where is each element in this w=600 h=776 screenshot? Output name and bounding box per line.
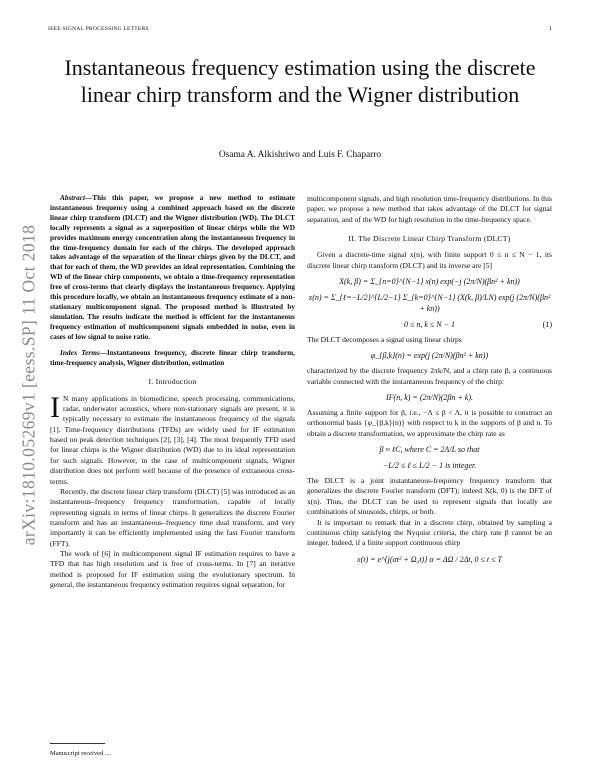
paper-title: Instantaneous frequency estimation using the discrete linear chirp transform and the Wigner distribution [64,55,536,107]
abstract-text: —This this paper, we propose a new method to estimate instantaneous frequency using a combined approach based on the discrete linear chirp transform (DLCT) and the Wigner distribution (WD). The DLCT locally represents a signal as a superposition of linear chirps while the WD provides maximum energy concentration along the instantaneous frequency in the time-frequency domain for each of the chirps. The developed approach takes advantage of the separation of the linear chirps given by the DLCT, and that for each of them, the WD provides an ideal representation. Combining the WD of the linear chirp components, we obtain a time-frequency representation free of cross-terms that clearly displays the instantaneous frequency. Applying this procedure locally, we obtain an instantaneous frequency estimate of a non-stationary multicomponent signal. The proposed method is illustrated by simulation. The results indicate the method is efficient for the instantaneous frequency estimation of multicomponent signals embedded in noise, even in cases of low signal to noise ratio. [50,194,295,341]
running-header: IEEE SIGNAL PROCESSING LETTERS [48,26,149,32]
equation-instantaneous-frequency: IF(n, k) = (2π/N)(2βn + k). [386,393,473,403]
index-terms-text: —Instantaneous frequency, discrete linear chirp transform, time-frequency analysis, Wigner distribution, estimation [50,348,295,367]
page-number: 1 [548,25,552,32]
equation-chirp-rate-approx: β ≈ ℓC, where C = 2Λ/L so that [379,445,480,455]
dlct-paragraph-4: Assuming a finite support for β, i.e., −Λ ≤ β < Λ, it is possible to construct an orthonormal basis {φ_{β,k}(n)} with respect to k in the supports of β and n. To obtain a discrete transformation, we approximate the chirp rate as [307,408,552,438]
footnote-rule [50,743,105,744]
dlct-paragraph-2: The DLCT decomposes a signal using linear chirps [307,335,462,345]
equation-continuous-chirp: x(t) = e^{j(αt² + Ω₀t)} α = ΔΩ / 2Δt, 0 ≤ t ≤ T [357,554,502,564]
intro-paragraph-3: The work of [6] in multicomponent signal IF estimation requires to have a TFD that has high resolution and is free of cross-terms. In [7] an iterative method is proposed for IF estimation using the evolutionary spectrum. In general, the instantaneous frequency estimation requires signal separation, for [50,548,295,589]
abstract-label: Abstract [60,194,85,202]
section-heading-introduction: I. Introduction [148,377,197,387]
drop-cap: I [50,390,60,424]
equation-1-range [307,319,552,330]
intro-paragraph-2: Recently, the discrete linear chirp transform (DLCT) [5] was introduced as an instantaneous–frequency frequency transformation, capable of locally representing signals in terms of linear chirps. It generalizes the discrete Fourier transform and has an instantaneous–frequency time dual transform, and very importantly it can be efficiently implemented using the fast Fourier transform (FFT). [50,486,295,548]
equation-number-1: (1) [542,320,552,330]
equation-dlct-forward: X(k, β) = Σ_{n=0}^{N−1} x(n) exp(−j (2π/N)(βn² + kn)) [339,277,520,287]
equation-ell-range: −L/2 ≤ ℓ ≤ L/2 − 1 is integer. [382,461,477,471]
intro-paragraph-1-text: N many applications in biomedicine, speech processing, communications, radar, underwater acoustics, where non-stationary signals are present, it is typically necessary to estimate the instantaneous frequency of the signals [1]. Time-frequency distributions (TFDs) are widely used for IF estimation based on peak detection techniques [2], [3], [4]. The most frequently TFD used for linear chirps is the Wigner distribution (WD) due to its ideal representation for such signals. However, in the case of multicomponent signals, Wigner distribution does not perform well because of the presence of extraneous cross-terms. [50,393,295,486]
abstract [50,194,295,343]
arxiv-stamp-text: arXiv:1810.05269v1 [eess.SP] 11 Oct 2018 [18,224,39,546]
section-heading-dlct: II. The Discrete Linear Chirp Transform (DLCT) [348,234,511,244]
equation-chirp-basis: φ_{β,k}(n) = exp(j (2π/N)(βn² + kn)) [370,351,489,361]
index-terms [50,349,295,369]
right-column [307,194,552,570]
authors: Osama A. Alkishriwo and Luis F. Chaparro [218,150,382,160]
equation-1-range-text: 0 ≤ n, k ≤ N − 1 [403,320,456,330]
dlct-paragraph-5: The DLCT is a joint instantaneous-frequency frequency transform that generalizes the discrete Fourier transform (DFT); indeed X(k, 0) is the DFT of x(n). Thus, the DLCT can be used to represent signals that locally are combinations of sinusoids, chirps, or both. [307,476,552,517]
footnote: Manuscript received .... [50,750,112,757]
left-column [50,194,295,590]
dlct-paragraph-6: It is important to remark that in a discrete chirp, obtained by sampling a continuous chirp satisfying the Nyquist criteria, the chirp rate β cannot be an integer. Indeed, if a finite support continuous chirp [307,517,552,548]
arxiv-stamp[interactable] [14,200,44,570]
index-terms-label: Index Terms [60,348,100,357]
dlct-paragraph-3: characterized by the discrete frequency 2πk/N, and a chirp rate β, a continuous variable connected with the instantaneous frequency of the chirp: [307,366,552,386]
right-paragraph-0: multicomponent signals, and high resolution time-frequency distributions. In this paper, we propose a new method that takes advantage of the DLCT for signal separation, and of the WD for high resolution in the time-frequency space. [307,194,552,224]
equation-dlct-inverse: x(n) = Σ_{ℓ=−L/2}^{L/2−1} Σ_{k=0}^{N−1} (X(k, β)/LN) exp(j (2π/N)(βn² + kn)) [308,293,551,314]
intro-paragraph-1 [50,390,295,487]
dlct-paragraph-1: Given a discrete-time signal x(n), with finite support 0 ≤ n ≤ N − 1, its discrete linear chirp transform (DLCT) and its inverse are [5] [307,250,552,270]
